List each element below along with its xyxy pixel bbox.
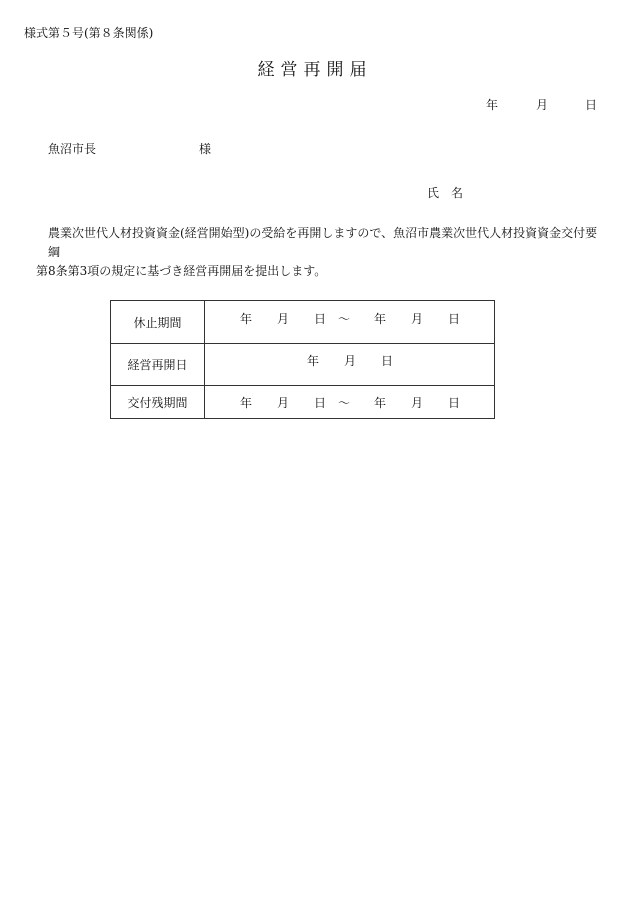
end-month-label: 月 [411,312,424,326]
end-month-label: 月 [411,396,424,410]
start-day-label: 日 [314,312,327,326]
start-year-label: 年 [240,312,253,326]
table-row-label: 経営再開日 [111,344,205,386]
date-year-label: 年 [486,98,499,112]
table-row-remaining-period [111,386,495,419]
start-month-label: 月 [277,396,290,410]
end-year-label: 年 [374,312,387,326]
addressee-honorific: 様 [199,142,212,156]
table-row-label: 交付残期間 [111,386,205,419]
info-table [110,300,495,419]
end-day-label: 日 [448,396,461,410]
date-day-label: 日 [585,98,598,112]
start-year-label: 年 [240,396,253,410]
end-year-label: 年 [374,396,387,410]
start-month-label: 月 [277,312,290,326]
restart-month-label: 月 [344,354,357,368]
body-line-2: 第8条第3項の規定に基づき経営再開届を提出します。 [36,264,327,278]
start-day-label: 日 [314,396,327,410]
remaining-period-value[interactable] [205,386,495,419]
applicant-name-label: 氏 名 [427,186,464,200]
restart-day-label: 日 [381,354,394,368]
restart-date-value[interactable] [205,344,495,386]
table-row-restart-date [111,344,495,386]
document-title: 経営再開届 [257,60,373,80]
body-line-1: 農業次世代人材投資資金(経営開始型)の受給を再開しますので、魚沼市農業次世代人材投資資金交付要綱 [48,226,598,259]
restart-year-label: 年 [307,354,320,368]
range-separator: ～ [338,312,351,326]
suspension-period-value[interactable] [205,301,495,344]
body-text [36,224,602,281]
table-row-label: 休止期間 [111,301,205,344]
range-separator: ～ [338,396,351,410]
form-number: 様式第５号(第８条関係) [24,26,154,40]
end-day-label: 日 [448,312,461,326]
date-month-label: 月 [536,98,549,112]
table-row-suspension-period [111,301,495,344]
addressee-name: 魚沼市長 [48,142,97,156]
